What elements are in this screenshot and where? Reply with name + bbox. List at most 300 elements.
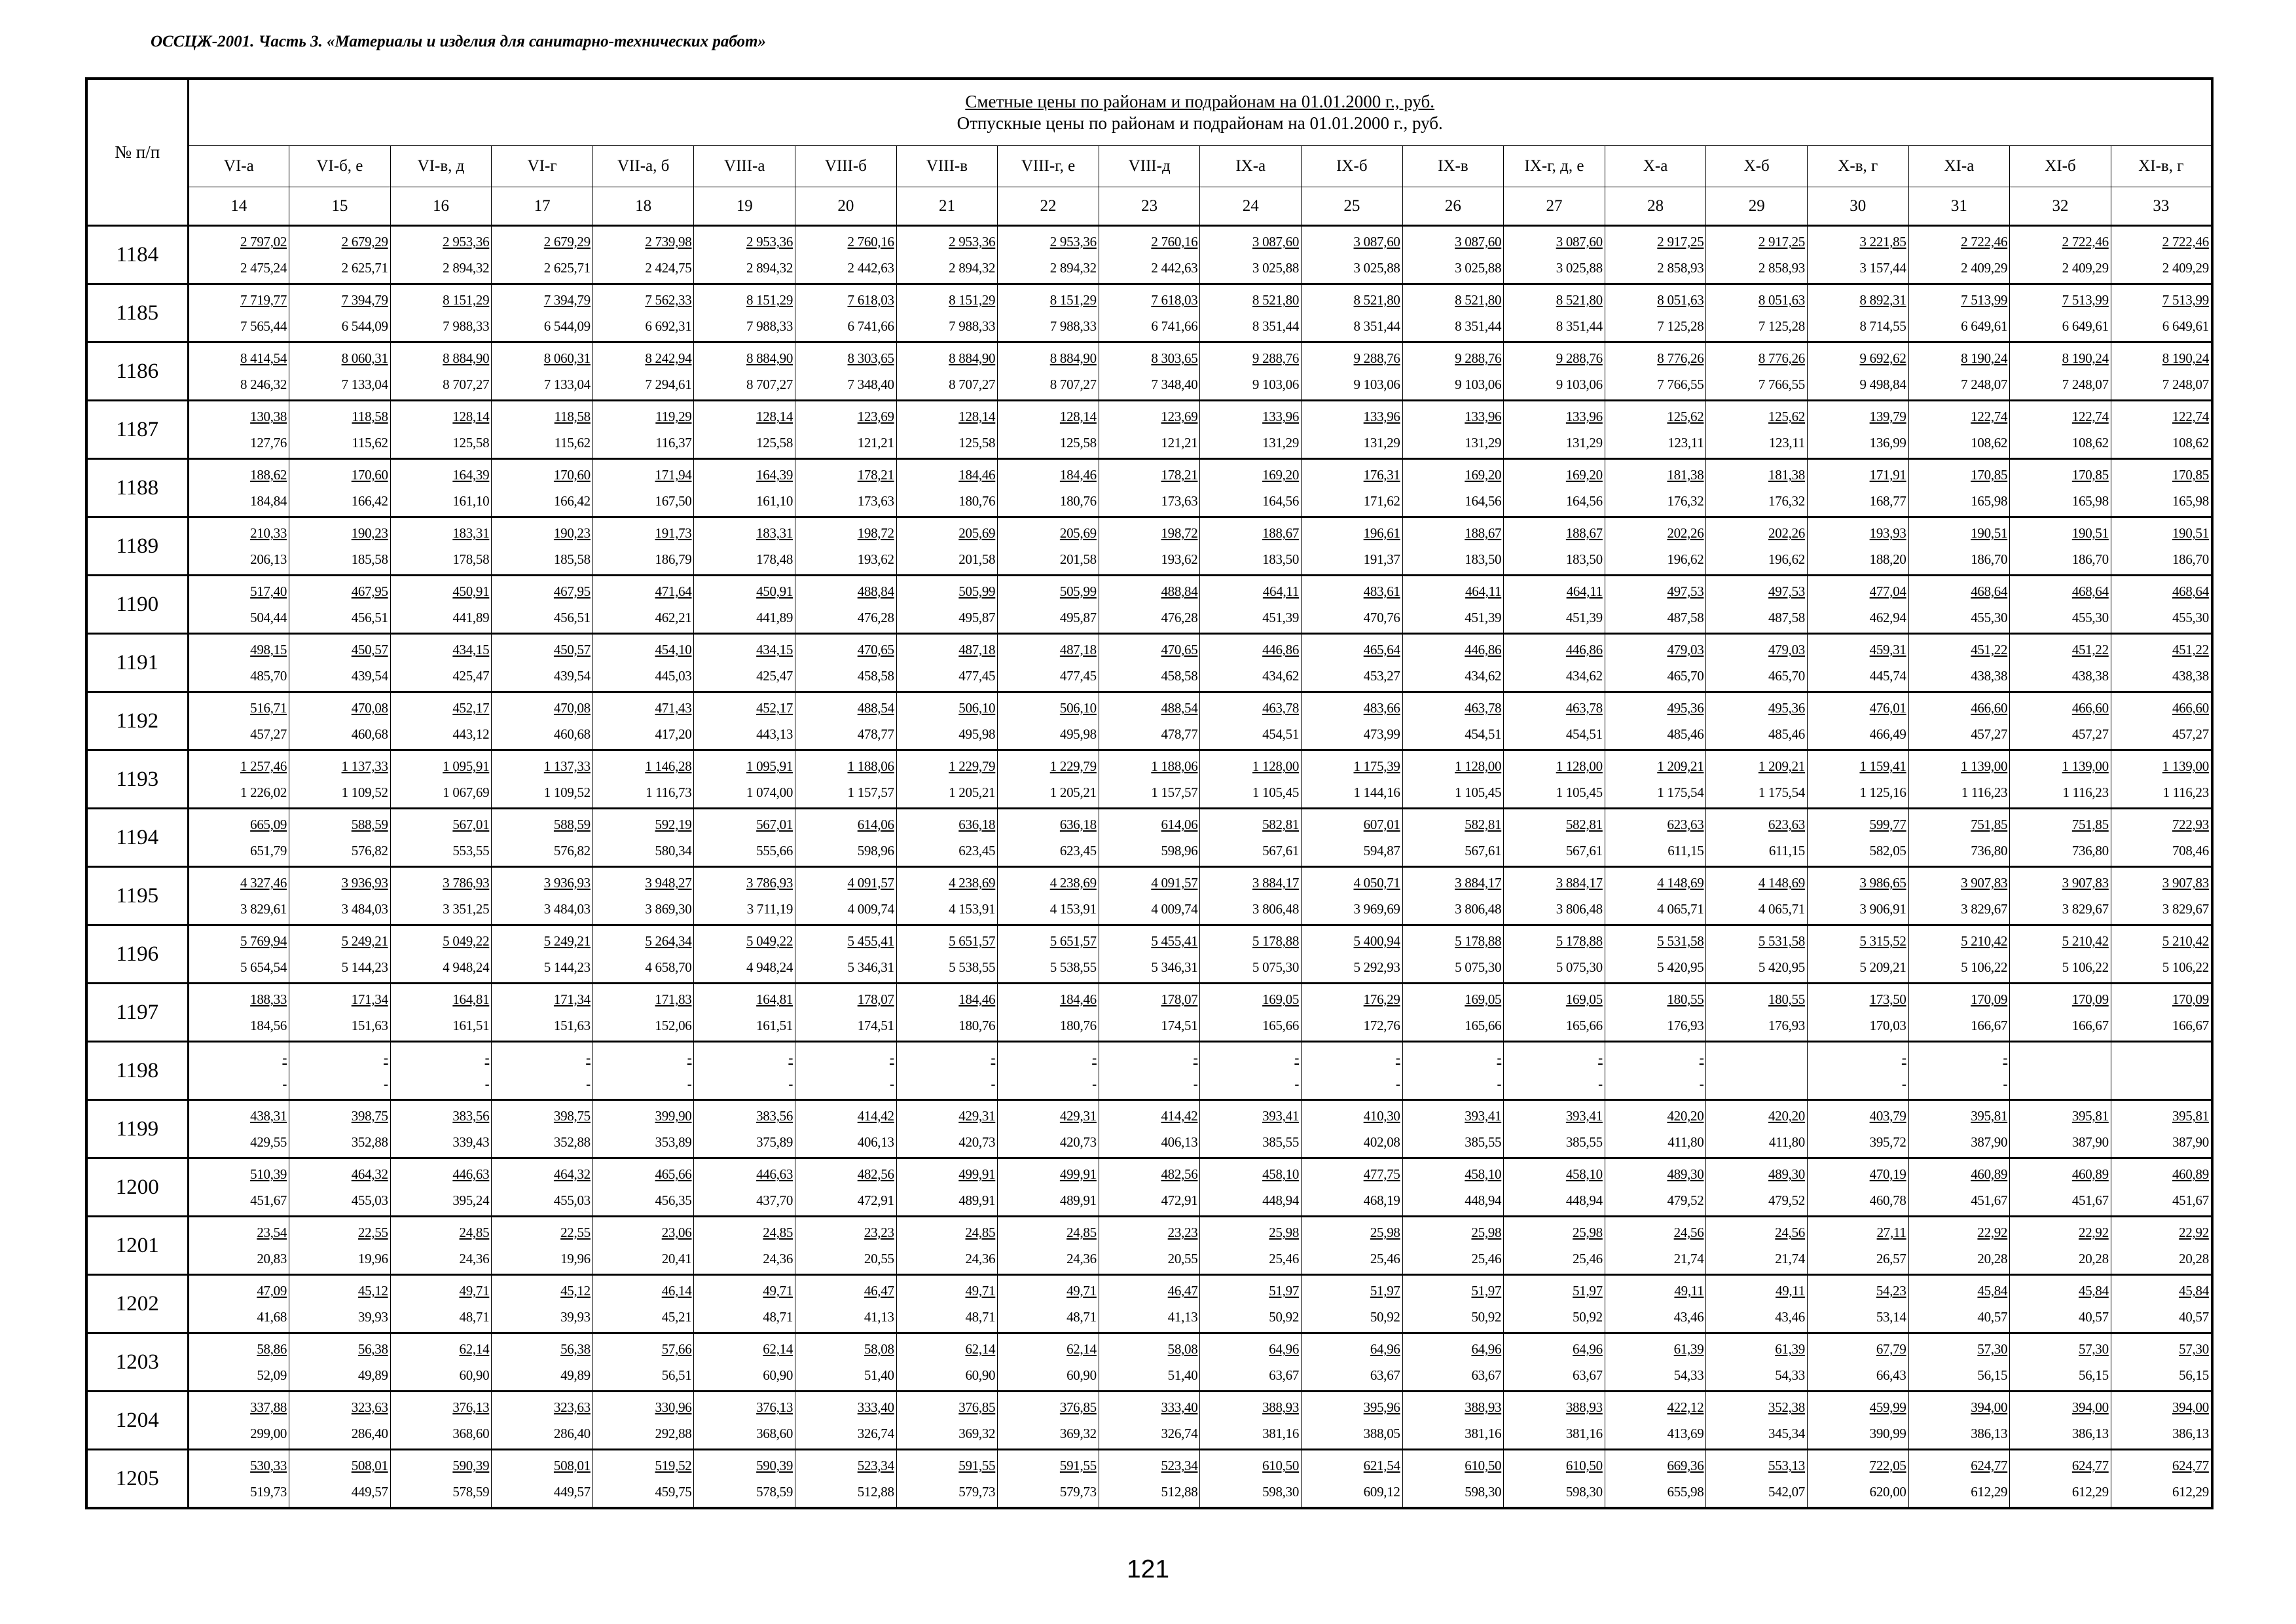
district-header: VII-а, б	[592, 146, 694, 187]
price-cell	[1302, 226, 1403, 284]
price-cell	[998, 1275, 1099, 1333]
price-cell	[2010, 284, 2111, 342]
price-cell	[2010, 750, 2111, 809]
price-cell	[1908, 1275, 2010, 1333]
price-cell	[1908, 925, 2010, 984]
estimate-price: 483,66	[1363, 700, 1400, 716]
estimate-price: 477,04	[1869, 583, 1906, 599]
price-cell	[1099, 1450, 1200, 1509]
price-cell	[795, 576, 897, 634]
price-cell	[1200, 342, 1302, 401]
estimate-price: 25,98	[1269, 1225, 1300, 1240]
price-cell	[896, 1333, 998, 1392]
release-price: 478,77	[857, 726, 894, 742]
release-price: 598,96	[1161, 843, 1198, 858]
estimate-price: 623,63	[1667, 817, 1704, 832]
price-cell	[694, 750, 795, 809]
price-cell	[592, 1450, 694, 1509]
release-price: 456,35	[655, 1192, 692, 1208]
release-price: 495,87	[1059, 610, 1097, 625]
release-price: 1 109,52	[543, 784, 591, 800]
price-cell	[1504, 1275, 1605, 1333]
release-price: 369,32	[958, 1426, 996, 1441]
estimate-price: 202,26	[1667, 525, 1704, 541]
price-cell	[998, 284, 1099, 342]
estimate-price: 130,38	[250, 409, 287, 424]
estimate-price: 508,01	[553, 1458, 591, 1473]
release-price: 345,34	[1768, 1426, 1805, 1441]
estimate-price: 8 521,80	[1353, 292, 1400, 308]
price-cell	[1808, 1333, 1909, 1392]
release-price: 578,59	[452, 1484, 490, 1500]
price-cell	[492, 809, 593, 867]
price-cell	[390, 925, 492, 984]
estimate-price: 3 907,83	[2162, 875, 2209, 891]
estimate-price: 139,79	[1869, 409, 1906, 424]
estimate-price: 383,56	[756, 1108, 793, 1124]
estimate-price: 482,56	[1161, 1166, 1198, 1182]
estimate-price: 722,93	[2172, 817, 2209, 832]
district-header: IX-в	[1402, 146, 1504, 187]
estimate-price: 470,08	[351, 700, 388, 716]
release-price: 612,29	[1971, 1484, 2008, 1500]
release-price: 152,06	[655, 1018, 692, 1033]
price-cell	[2010, 1217, 2111, 1275]
price-cell	[188, 1450, 289, 1509]
release-price: 56,15	[2179, 1367, 2209, 1383]
release-price: 115,62	[554, 435, 591, 451]
estimate-price: 22,55	[560, 1225, 591, 1240]
estimate-price: 5 651,57	[1049, 933, 1097, 949]
estimate-price: 459,99	[1869, 1399, 1906, 1415]
estimate-price: 51,97	[1370, 1283, 1400, 1299]
price-cell	[1504, 1042, 1605, 1100]
estimate-price: 2 953,36	[1049, 234, 1097, 249]
price-cell	[592, 1333, 694, 1392]
column-number: 32	[2010, 187, 2111, 226]
release-price: 125,58	[756, 435, 793, 451]
price-cell	[492, 342, 593, 401]
release-price: 7 766,55	[1657, 377, 1704, 392]
release-price: 485,46	[1768, 726, 1805, 742]
price-cell	[694, 1158, 795, 1217]
release-price: 8 707,27	[443, 377, 490, 392]
estimate-price: -	[889, 1050, 894, 1065]
price-cell	[1099, 517, 1200, 576]
column-number: 29	[1706, 187, 1808, 226]
price-cell	[1504, 1392, 1605, 1450]
price-cell	[289, 342, 391, 401]
estimate-price: 3 936,93	[543, 875, 591, 891]
release-price: 369,32	[1059, 1426, 1097, 1441]
price-cell	[1200, 284, 1302, 342]
price-cell	[1099, 459, 1200, 517]
price-cell	[694, 1392, 795, 1450]
price-cell	[2111, 1158, 2212, 1217]
price-cell	[795, 1333, 897, 1392]
release-price: 166,67	[2071, 1018, 2109, 1033]
estimate-price: 751,85	[1971, 817, 2008, 832]
estimate-price: 3 087,60	[1556, 234, 1603, 249]
estimate-price: 8 190,24	[1961, 350, 2008, 366]
estimate-price: 466,60	[2071, 700, 2109, 716]
release-price: 8 707,27	[1049, 377, 1097, 392]
release-price: 1 175,54	[1758, 784, 1805, 800]
release-price: 3 806,48	[1455, 901, 1502, 917]
release-price: 3 829,67	[2162, 901, 2209, 917]
estimate-price: 5 249,21	[543, 933, 591, 949]
price-cell	[1504, 984, 1605, 1042]
release-price: 472,91	[1161, 1192, 1198, 1208]
estimate-price: 169,20	[1565, 467, 1603, 483]
estimate-price: 184,46	[1059, 467, 1097, 483]
estimate-price: 61,39	[1775, 1341, 1805, 1357]
estimate-price: 3 087,60	[1252, 234, 1300, 249]
price-cell	[2111, 984, 2212, 1042]
estimate-price: 5 455,41	[1151, 933, 1198, 949]
table-row	[86, 809, 2212, 867]
release-price: 542,07	[1768, 1484, 1805, 1500]
estimate-price: 454,10	[655, 642, 692, 657]
price-cell	[1908, 1042, 2010, 1100]
release-price: -	[991, 1076, 996, 1092]
release-price: 25,46	[1269, 1251, 1300, 1266]
estimate-price: 388,93	[1262, 1399, 1300, 1415]
price-cell	[2010, 634, 2111, 692]
estimate-price: 458,10	[1262, 1166, 1300, 1182]
release-price: 413,69	[1667, 1426, 1704, 1441]
price-cell	[1402, 692, 1504, 750]
price-cell	[1504, 1100, 1605, 1158]
estimate-price: 614,06	[1161, 817, 1198, 832]
estimate-price: 1 188,06	[847, 758, 894, 774]
release-price: 52,09	[257, 1367, 287, 1383]
estimate-price: 393,41	[1565, 1108, 1603, 1124]
estimate-price: 487,18	[958, 642, 996, 657]
price-cell	[694, 1333, 795, 1392]
price-cell	[1504, 809, 1605, 867]
price-cell	[1808, 867, 1909, 925]
release-price: 4 948,24	[443, 959, 490, 975]
release-price: 388,05	[1363, 1426, 1400, 1441]
price-cell	[289, 867, 391, 925]
estimate-price: 171,83	[655, 991, 692, 1007]
estimate-price: 488,84	[857, 583, 894, 599]
price-cell	[1302, 925, 1403, 984]
price-cell	[492, 1392, 593, 1450]
estimate-price: 451,22	[1971, 642, 2008, 657]
price-cell	[694, 517, 795, 576]
row-number: 1188	[86, 459, 188, 517]
release-price: 1 157,57	[847, 784, 894, 800]
estimate-price: 483,61	[1363, 583, 1400, 599]
estimate-price: 22,92	[2079, 1225, 2109, 1240]
release-price: 1 105,45	[1556, 784, 1603, 800]
estimate-price: -	[1193, 1050, 1198, 1065]
price-cell	[188, 984, 289, 1042]
district-header: VIII-в	[896, 146, 998, 187]
release-price: 580,34	[655, 843, 692, 858]
estimate-price: 57,30	[2179, 1341, 2209, 1357]
price-cell	[188, 1158, 289, 1217]
district-header: IX-а	[1200, 146, 1302, 187]
table-row	[86, 1100, 2212, 1158]
estimate-price: 190,51	[1971, 525, 2008, 541]
release-price: 131,29	[1565, 435, 1603, 451]
estimate-price: 64,96	[1269, 1341, 1300, 1357]
release-price: 185,58	[553, 551, 591, 567]
release-price: 1 157,57	[1151, 784, 1198, 800]
estimate-price: 7 513,99	[2162, 292, 2209, 308]
estimate-price: 624,77	[2071, 1458, 2109, 1473]
release-price: 151,63	[553, 1018, 591, 1033]
price-cell	[1402, 1333, 1504, 1392]
district-header: Х-в, г	[1808, 146, 1909, 187]
estimate-price: 588,59	[351, 817, 388, 832]
price-cell	[1706, 226, 1808, 284]
release-price: 1 205,21	[949, 784, 996, 800]
column-number: 22	[998, 187, 1099, 226]
release-price: 185,58	[351, 551, 388, 567]
release-price: 465,70	[1667, 668, 1704, 684]
estimate-price: 178,07	[1161, 991, 1198, 1007]
release-price: 7 348,40	[847, 377, 894, 392]
price-cell	[896, 517, 998, 576]
estimate-price: 429,31	[1059, 1108, 1097, 1124]
estimate-price: 188,67	[1565, 525, 1603, 541]
release-price: 3 484,03	[543, 901, 591, 917]
release-price: 7 248,07	[1961, 377, 2008, 392]
estimate-price: 118,58	[554, 409, 591, 424]
price-cell	[694, 867, 795, 925]
release-price: 21,74	[1775, 1251, 1805, 1266]
price-cell	[1302, 692, 1403, 750]
district-header: VIII-г, е	[998, 146, 1099, 187]
estimate-price: 205,69	[958, 525, 996, 541]
price-cell	[390, 342, 492, 401]
estimate-price: 1 175,39	[1353, 758, 1400, 774]
release-price: 462,21	[655, 610, 692, 625]
price-cell	[289, 576, 391, 634]
release-price: 451,39	[1565, 610, 1603, 625]
estimate-price: 394,00	[1971, 1399, 2008, 1415]
estimate-price: 438,31	[250, 1108, 287, 1124]
release-price: 387,90	[2071, 1134, 2109, 1150]
column-number: 24	[1200, 187, 1302, 226]
estimate-price: 452,17	[756, 700, 793, 716]
release-price: 108,62	[2071, 435, 2109, 451]
estimate-price: 5 178,88	[1455, 933, 1502, 949]
release-price: 1 175,54	[1657, 784, 1704, 800]
release-price: 455,03	[351, 1192, 388, 1208]
price-cell	[188, 925, 289, 984]
release-price: 385,55	[1262, 1134, 1300, 1150]
estimate-price: 164,81	[756, 991, 793, 1007]
price-cell	[1706, 459, 1808, 517]
estimate-price: 5 210,42	[2162, 933, 2209, 949]
estimate-price: 1 095,91	[746, 758, 793, 774]
price-cell	[2010, 342, 2111, 401]
estimate-price: 46,47	[864, 1283, 894, 1299]
price-cell	[289, 459, 391, 517]
price-cell	[492, 576, 593, 634]
release-price: -	[282, 1076, 287, 1092]
release-price: 166,67	[2172, 1018, 2209, 1033]
estimate-price: 333,40	[857, 1399, 894, 1415]
release-price: 7 565,44	[240, 318, 287, 334]
estimate-price: 125,62	[1768, 409, 1805, 424]
estimate-price: 25,98	[1471, 1225, 1502, 1240]
release-price: 5 292,93	[1353, 959, 1400, 975]
estimate-price: 624,77	[2172, 1458, 2209, 1473]
release-price: 3 484,03	[341, 901, 388, 917]
price-cell	[289, 750, 391, 809]
release-price: 286,40	[553, 1426, 591, 1441]
release-price: 60,90	[459, 1367, 490, 1383]
estimate-price: 1 139,00	[2062, 758, 2109, 774]
price-cell	[1302, 1450, 1403, 1509]
price-cell	[998, 1450, 1099, 1509]
price-cell	[998, 576, 1099, 634]
column-number: 21	[896, 187, 998, 226]
price-cell	[1808, 1217, 1909, 1275]
estimate-price: 128,14	[958, 409, 996, 424]
estimate-price: 5 531,58	[1758, 933, 1805, 949]
release-price: 478,77	[1161, 726, 1198, 742]
release-price: 176,32	[1667, 493, 1704, 509]
release-price: 459,75	[655, 1484, 692, 1500]
estimate-price: 395,96	[1363, 1399, 1400, 1415]
release-price: 161,10	[452, 493, 490, 509]
release-price: 457,27	[250, 726, 287, 742]
price-cell	[390, 226, 492, 284]
estimate-price: 395,81	[2172, 1108, 2209, 1124]
release-price: 41,68	[257, 1309, 287, 1325]
row-number: 1200	[86, 1158, 188, 1217]
table-row	[86, 1217, 2212, 1275]
estimate-price: 123,69	[1161, 409, 1198, 424]
estimate-price: 171,94	[655, 467, 692, 483]
release-price: 193,62	[1161, 551, 1198, 567]
table-row	[86, 750, 2212, 809]
estimate-price: 64,96	[1370, 1341, 1400, 1357]
release-price: 2 894,32	[746, 260, 793, 276]
release-price: 553,55	[452, 843, 490, 858]
estimate-price: 119,29	[655, 409, 692, 424]
price-cell	[1302, 342, 1403, 401]
estimate-price: 4 148,69	[1758, 875, 1805, 891]
price-cell	[2111, 517, 2212, 576]
release-price: 186,79	[655, 551, 692, 567]
release-price: 448,94	[1262, 1192, 1300, 1208]
price-cell	[1706, 1275, 1808, 1333]
price-cell	[390, 1158, 492, 1217]
release-price: 3 829,61	[240, 901, 287, 917]
release-price: 512,88	[857, 1484, 894, 1500]
price-cell	[1302, 284, 1403, 342]
estimate-price: 169,20	[1465, 467, 1502, 483]
price-cell	[1706, 517, 1808, 576]
price-cell	[694, 925, 795, 984]
estimate-price: 621,54	[1363, 1458, 1400, 1473]
price-cell	[2111, 867, 2212, 925]
release-price: 165,66	[1262, 1018, 1300, 1033]
estimate-price: -	[1699, 1050, 1704, 1065]
release-price: 164,56	[1565, 493, 1603, 509]
estimate-price: 376,13	[756, 1399, 793, 1415]
estimate-price: 464,11	[1566, 583, 1603, 599]
release-price: 180,76	[958, 1018, 996, 1033]
estimate-price: 8 884,90	[443, 350, 490, 366]
release-price: 3 829,67	[1961, 901, 2008, 917]
release-price: 5 420,95	[1758, 959, 1805, 975]
estimate-price: 4 238,69	[1049, 875, 1097, 891]
estimate-price: 5 049,22	[443, 933, 490, 949]
estimate-price: -	[1497, 1050, 1502, 1065]
release-price: 166,42	[553, 493, 591, 509]
release-price: 472,91	[857, 1192, 894, 1208]
price-cell	[896, 576, 998, 634]
price-cell	[896, 692, 998, 750]
district-header: VIII-а	[694, 146, 795, 187]
estimate-price: 592,19	[655, 817, 692, 832]
release-price: 63,67	[1471, 1367, 1502, 1383]
running-title: ОССЦЖ-2001. Часть 3. «Материалы и изделия для санитарно-технических работ»	[151, 33, 766, 50]
release-price: 479,52	[1667, 1192, 1704, 1208]
price-cell	[998, 634, 1099, 692]
estimate-price: 4 091,57	[1151, 875, 1198, 891]
price-cell	[896, 1450, 998, 1509]
estimate-price: 176,29	[1363, 991, 1400, 1007]
release-price: 387,90	[2172, 1134, 2209, 1150]
release-price: 2 424,75	[645, 260, 692, 276]
estimate-price: 180,55	[1768, 991, 1805, 1007]
price-cell	[2010, 576, 2111, 634]
price-cell	[188, 517, 289, 576]
release-price: 9 498,84	[1859, 377, 1906, 392]
estimate-price: 169,05	[1565, 991, 1603, 1007]
release-price: 451,67	[2071, 1192, 2109, 1208]
price-cell	[896, 1392, 998, 1450]
release-price: 180,76	[958, 493, 996, 509]
release-price: 406,13	[1161, 1134, 1198, 1150]
release-price: 184,56	[250, 1018, 287, 1033]
estimate-price: 128,14	[452, 409, 490, 424]
release-price: 437,70	[756, 1192, 793, 1208]
table-row	[86, 284, 2212, 342]
price-cell	[188, 576, 289, 634]
release-price: 24,36	[763, 1251, 793, 1266]
estimate-price: 49,11	[1674, 1283, 1704, 1299]
estimate-price: 446,86	[1565, 642, 1603, 657]
table-row	[86, 1450, 2212, 1509]
release-price: 476,28	[1161, 610, 1198, 625]
release-price: 2 858,93	[1657, 260, 1704, 276]
estimate-price: 2 722,46	[1961, 234, 2008, 249]
release-price: 2 894,32	[1049, 260, 1097, 276]
estimate-price: 464,11	[1465, 583, 1502, 599]
estimate-price: -	[1294, 1050, 1300, 1065]
release-price: 651,79	[250, 843, 287, 858]
estimate-price: 567,01	[452, 817, 490, 832]
release-price: 441,89	[452, 610, 490, 625]
price-cell	[1605, 517, 1706, 576]
release-price: 131,29	[1465, 435, 1502, 451]
estimate-price: 463,78	[1262, 700, 1300, 716]
price-cell	[1808, 634, 1909, 692]
price-cell	[1706, 1450, 1808, 1509]
release-price: 180,76	[1059, 493, 1097, 509]
